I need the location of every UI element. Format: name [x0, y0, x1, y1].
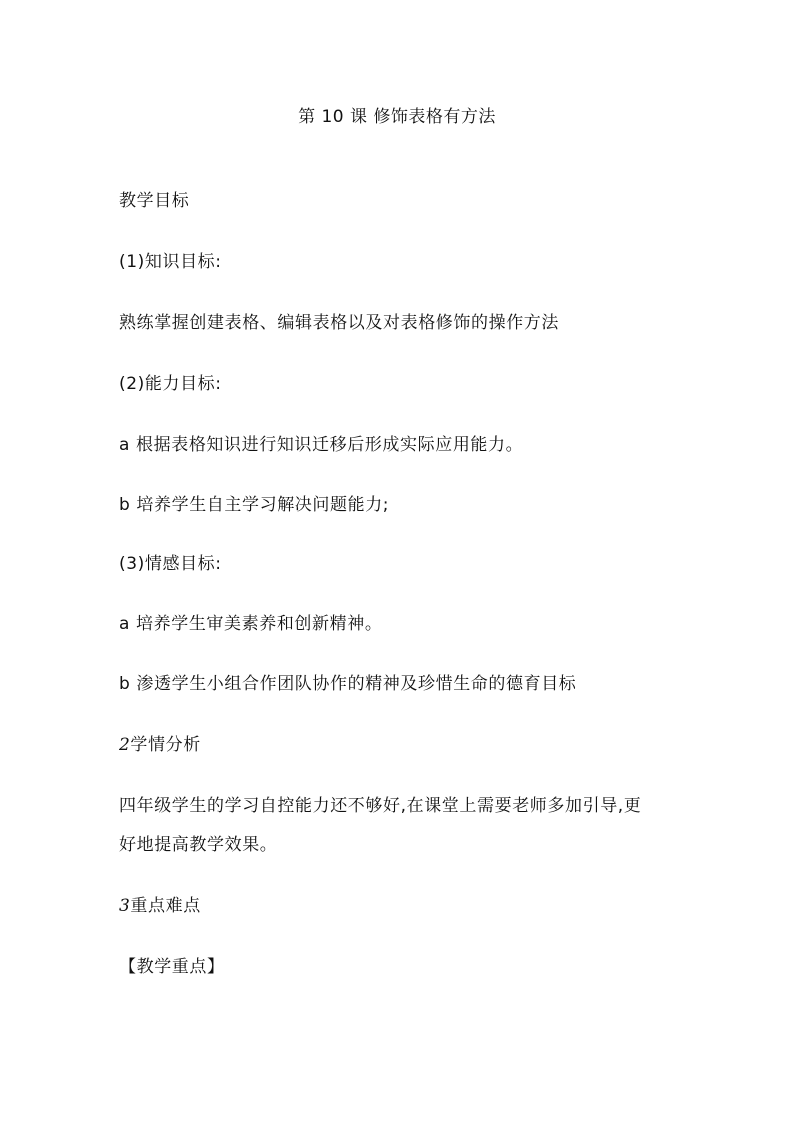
analysis-text-line-2: 好地提高教学效果。: [119, 835, 278, 855]
ability-goal-a: a 根据表格知识进行知识迁移后形成实际应用能力。: [119, 435, 524, 455]
analysis-heading: 学情分析: [130, 735, 201, 755]
emotion-goal-b: b 渗透学生小组合作团队协作的精神及珍惜生命的德育目标: [119, 674, 577, 694]
analysis-number: 2: [119, 735, 131, 755]
key-points-number: 3: [119, 896, 131, 916]
knowledge-goal-text: 熟练掌握创建表格、编辑表格以及对表格修饰的操作方法: [119, 313, 559, 333]
emotion-goal-a: a 培养学生审美素养和创新精神。: [119, 614, 383, 634]
key-points-heading: 重点难点: [130, 896, 201, 916]
document-title: 第 10 课 修饰表格有方法: [298, 107, 496, 127]
key-points-heading-line: [119, 893, 679, 919]
analysis-text-line-1: 四年级学生的学习自控能力还不够好,在课堂上需要老师多加引导,更: [119, 796, 642, 816]
emotion-goal-label: (3)情感目标:: [119, 554, 222, 574]
analysis-heading-line: [119, 732, 679, 758]
teaching-focus-label: 【教学重点】: [119, 957, 225, 977]
ability-goal-label: (2)能力目标:: [119, 374, 222, 394]
ability-goal-b: b 培养学生自主学习解决问题能力;: [119, 495, 390, 515]
knowledge-goal-label: (1)知识目标:: [119, 252, 222, 272]
teaching-goals-heading: 教学目标: [119, 191, 190, 211]
